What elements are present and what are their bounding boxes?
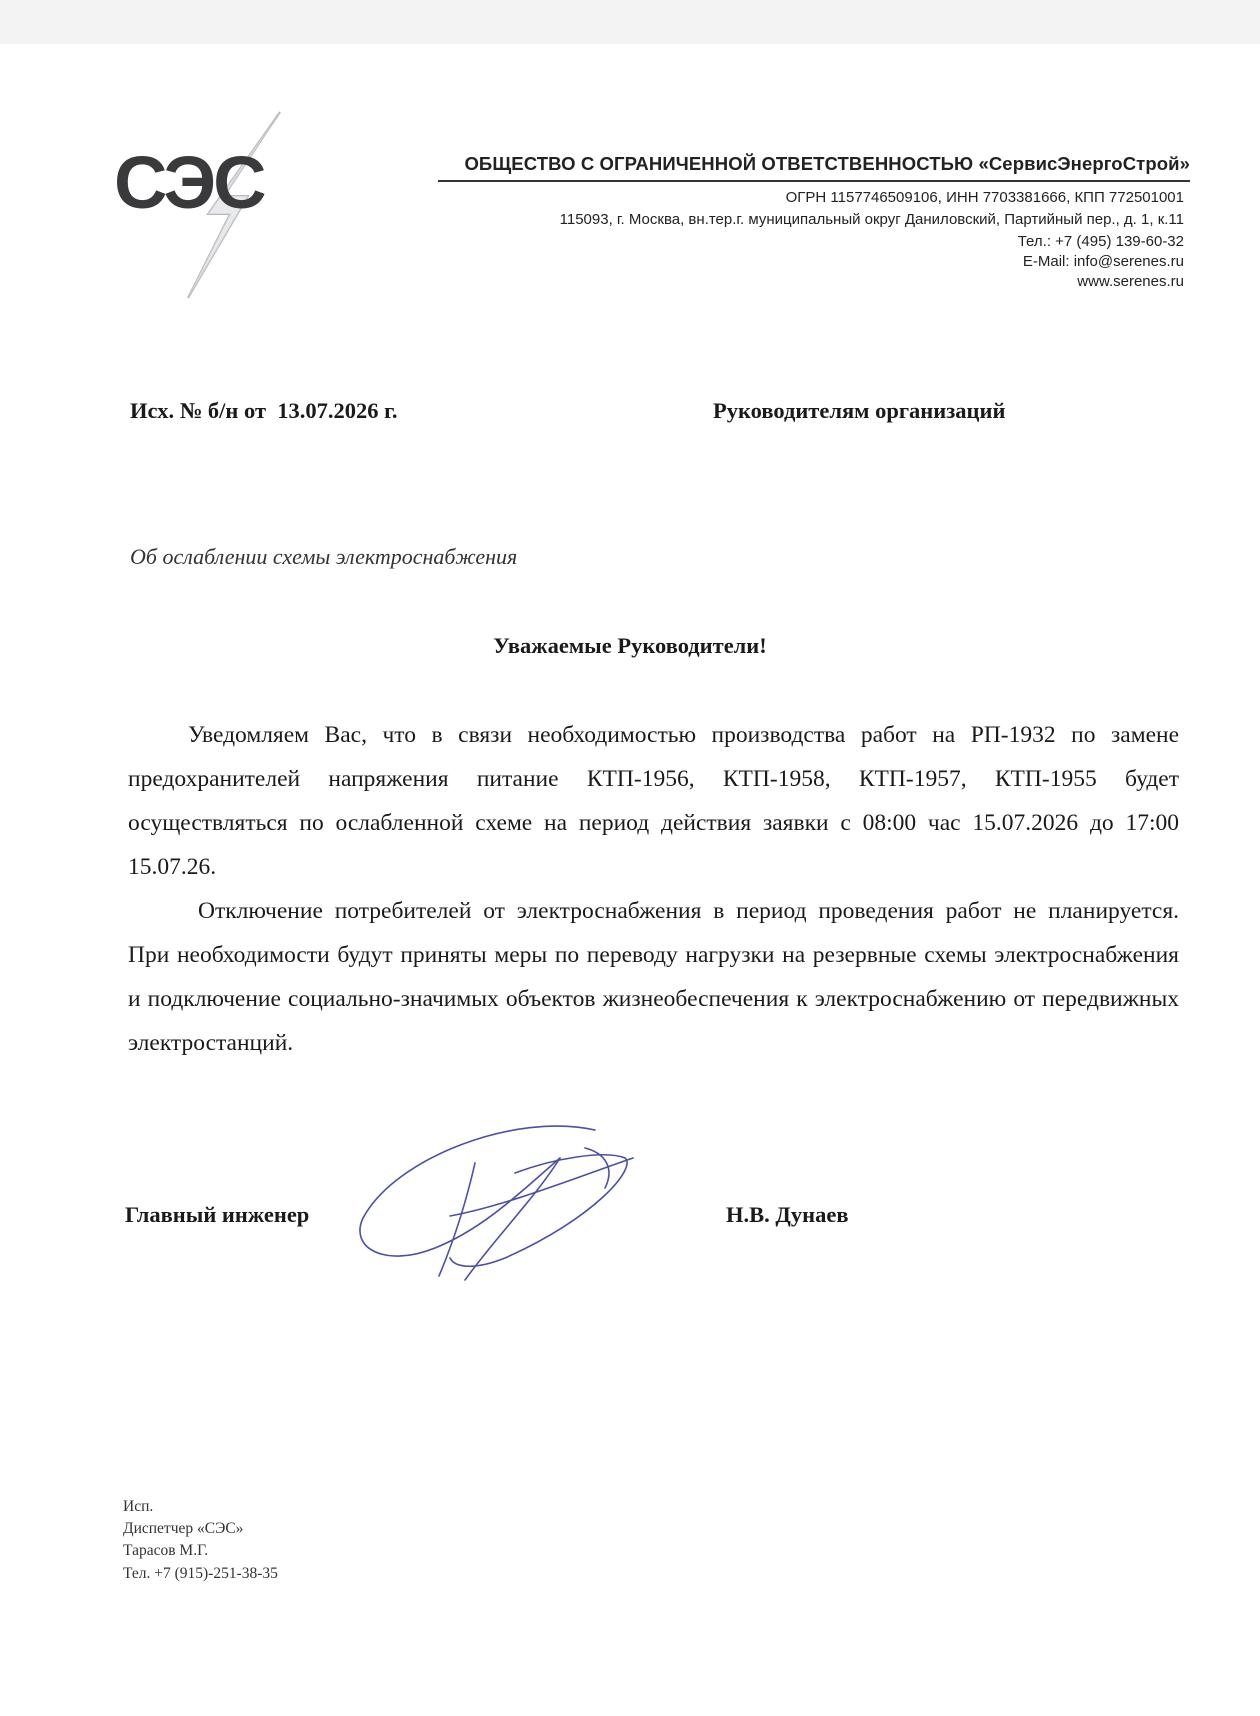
body-paragraph: Уведомляем Вас, что в связи необходимостью производства работ на РП-1932 по замене предохранителей напряжения питание КТП-1956, КТП-1958, КТП-1957, КТП-1955 будет осуществляться по ослабленной схеме на период действия заявки с 08:00 час 15.07.2026 до 17:00 15.07.26. bbox=[128, 722, 1179, 880]
org-email: E-Mail: info@serenes.ru bbox=[1022, 253, 1184, 270]
top-bar bbox=[0, 0, 1260, 44]
executor-name: Тарасов М.Г. bbox=[123, 1542, 209, 1559]
logo-text: СЭС bbox=[114, 141, 264, 224]
registration-numbers: ОГРН 1157746509106, ИНН 7703381666, КПП 772501001 bbox=[785, 189, 1184, 206]
outgoing-reference: Исх. № б/н от 13.07.2026 г. bbox=[130, 398, 398, 423]
org-website: www.serenes.ru bbox=[1077, 273, 1184, 290]
handwritten-signature bbox=[355, 1118, 655, 1288]
company-logo bbox=[112, 104, 292, 304]
org-address: 115093, г. Москва, вн.тер.г. муниципальный округ Даниловский, Партийный пер., д. 1, к.11 bbox=[559, 211, 1184, 228]
body-paragraph: Отключение потребителей от электроснабжения в период проведения работ не планируется. При необходимости будут приняты меры по переводу нагрузки на резервные схемы электроснабжения и подключение социально-значимых объектов жизнеобеспечения к электроснабжению от передвижных электростанций. bbox=[128, 898, 1179, 1056]
salutation: Уважаемые Руководители! bbox=[493, 633, 767, 658]
addressee: Руководителям организаций bbox=[713, 398, 1006, 423]
signatory-name: Н.В. Дунаев bbox=[726, 1202, 849, 1227]
executor-role: Диспетчер «СЭС» bbox=[123, 1520, 244, 1537]
letter-subject: Об ослаблении схемы электроснабжения bbox=[130, 544, 518, 569]
signatory-title: Главный инженер bbox=[125, 1202, 310, 1227]
executor-phone: Тел. +7 (915)-251-38-35 bbox=[123, 1565, 278, 1582]
org-name: ОБЩЕСТВО С ОГРАНИЧЕННОЙ ОТВЕТСТВЕННОСТЬЮ «СервисЭнергоСтрой» bbox=[464, 153, 1190, 174]
org-phone: Тел.: +7 (495) 139-60-32 bbox=[1017, 233, 1184, 250]
letterhead-divider bbox=[438, 180, 1190, 182]
executor-label: Исп. bbox=[123, 1498, 154, 1515]
